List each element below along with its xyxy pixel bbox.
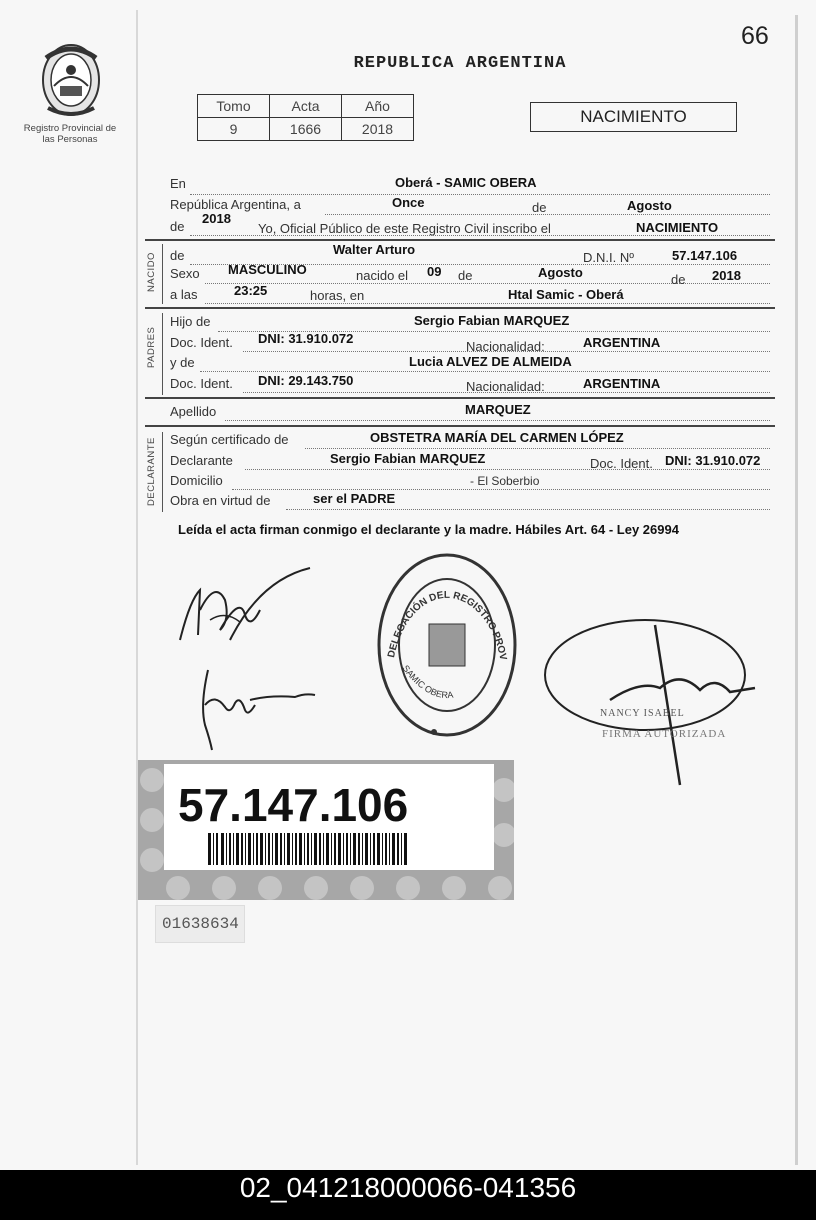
nacido-el-label: nacido el: [356, 268, 409, 283]
obra-label: Obra en virtud de: [170, 493, 271, 508]
section-divider-2: [145, 307, 775, 309]
segun-value: OBSTETRA MARÍA DEL CARMEN LÓPEZ: [370, 430, 624, 445]
y-de-label: y de: [170, 355, 195, 370]
official-stamp-title: FIRMA AUTORIZADA: [602, 728, 727, 740]
de-label-5: de: [671, 272, 686, 287]
declarante-doc-label: Doc. Ident.: [590, 456, 653, 471]
republica-label: República Argentina, a: [170, 197, 301, 212]
declarante-bar: [162, 432, 163, 512]
de-label-3: de: [170, 248, 185, 263]
ano-header: Año: [342, 95, 414, 118]
yo-text: Yo, Oficial Público de este Registro Civil inscribo el: [258, 221, 551, 236]
mother-nat-value: ARGENTINA: [583, 376, 661, 391]
a-las-label: a las: [170, 287, 198, 302]
page-right-edge: [795, 15, 798, 1165]
tomo-value: 9: [198, 118, 270, 141]
father-nat-label: Nacionalidad:: [466, 339, 545, 354]
segun-label: Según certificado de: [170, 432, 289, 447]
nacido-section-label: NACIDO: [146, 252, 157, 292]
birth-hour-value: 23:25: [234, 283, 268, 298]
signature-1: [170, 560, 320, 655]
declarante-value: Sergio Fabian MARQUEZ: [330, 451, 486, 466]
declarante-label: Declarante: [170, 453, 233, 468]
tomo-header: Tomo: [198, 95, 270, 118]
registry-seal: [372, 548, 522, 743]
en-line: [190, 193, 770, 195]
birth-year-value: 2018: [712, 268, 741, 283]
apellido-line: [225, 419, 770, 421]
domicilio-line: [232, 488, 770, 490]
provincial-registry-logo: [36, 38, 106, 120]
record-type-box: NACIMIENTO: [530, 102, 737, 132]
dni-label: D.N.I. Nº: [583, 250, 634, 265]
republica-line: [325, 213, 770, 215]
year-value: 2018: [202, 211, 231, 226]
acta-header: Acta: [270, 95, 342, 118]
seal-text: DELEGACIÓN DEL REGISTRO PROV: [386, 589, 509, 662]
day-value: Once: [392, 195, 425, 210]
nacido-bar: [162, 244, 163, 304]
father-doc-value: DNI: 31.910.072: [258, 331, 354, 346]
seal-text-bottom: SAMIC OBERA: [400, 663, 454, 701]
padres-section-label: PADRES: [146, 326, 157, 368]
page-left-edge: [136, 10, 138, 1165]
mother-nat-label: Nacionalidad:: [466, 379, 545, 394]
apellido-label: Apellido: [170, 404, 217, 419]
mother-doc-value: DNI: 29.143.750: [258, 373, 354, 388]
en-label: En: [170, 176, 186, 191]
hijo-de-label: Hijo de: [170, 314, 211, 329]
domicilio-label: Domicilio: [170, 473, 223, 488]
birth-day-value: 09: [427, 264, 442, 279]
inscribo-value: NACIMIENTO: [636, 220, 719, 235]
signature-2: [190, 665, 330, 755]
mother-line: [200, 370, 770, 372]
month-value: Agosto: [627, 198, 672, 213]
de-label-4: de: [458, 268, 473, 283]
declarante-line: [245, 468, 770, 470]
closing-statement: Leída el acta firman conmigo el declarante y la madre. Hábiles Art. 64 - Ley 26994: [178, 522, 679, 537]
declarante-section-label: DECLARANTE: [146, 437, 157, 506]
de-label-1: de: [532, 200, 547, 215]
birth-month-value: Agosto: [538, 265, 583, 280]
declarante-doc-value: DNI: 31.910.072: [665, 453, 761, 468]
section-divider-3: [145, 397, 775, 399]
mother-name-value: Lucia ALVEZ DE ALMEIDA: [409, 354, 572, 369]
document-title: REPUBLICA ARGENTINA: [353, 54, 567, 73]
horas-en-label: horas, en: [310, 288, 365, 303]
page-number: 66: [741, 22, 769, 50]
section-divider-4: [145, 425, 775, 427]
en-value: Oberá - SAMIC OBERA: [395, 175, 537, 190]
barcode-number: 57.147.106: [178, 779, 409, 831]
segun-line: [305, 447, 770, 449]
father-doc-label: Doc. Ident.: [170, 335, 233, 350]
sexo-label: Sexo: [170, 266, 200, 281]
padres-bar: [162, 313, 163, 395]
ano-value: 2018: [342, 118, 414, 141]
father-name-value: Sergio Fabian MARQUEZ: [414, 313, 570, 328]
tomo-acta-ano-table: [197, 94, 414, 141]
logo-caption: Registro Provincial de las Personas: [23, 123, 117, 145]
birth-place-value: Htal Samic - Oberá: [508, 287, 624, 302]
section-divider-1: [145, 239, 775, 241]
hour-line: [205, 302, 770, 304]
domicilio-value: - El Soberbio: [470, 474, 540, 488]
footer-code: 02_041218000066-041356: [239, 1172, 577, 1203]
child-dni-value: 57.147.106: [672, 248, 738, 263]
acta-value: 1666: [270, 118, 342, 141]
serial-number: 01638634: [162, 915, 239, 933]
father-nat-value: ARGENTINA: [583, 335, 661, 350]
official-stamp-name: NANCY ISABEL: [600, 708, 685, 719]
de-label-2: de: [170, 219, 185, 234]
obra-value: ser el PADRE: [313, 491, 396, 506]
obra-line: [286, 508, 770, 510]
sexo-value: MASCULINO: [228, 262, 307, 277]
apellido-value: MARQUEZ: [465, 402, 531, 417]
mother-doc-label: Doc. Ident.: [170, 376, 233, 391]
child-name-value: Walter Arturo: [333, 242, 416, 257]
authorized-signature: [540, 610, 770, 795]
